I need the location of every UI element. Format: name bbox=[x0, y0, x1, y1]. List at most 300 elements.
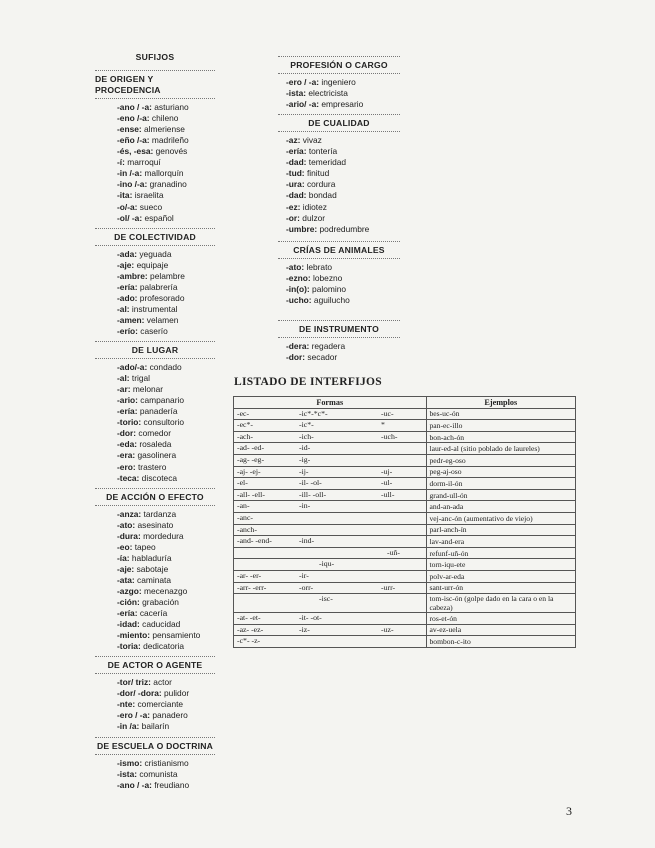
suffix-form: -ero: bbox=[117, 461, 136, 472]
suffix-example: gasolinera bbox=[137, 450, 177, 461]
interfix-form: -arr- -err- bbox=[237, 582, 267, 592]
suffix-form: -eda: bbox=[117, 439, 138, 450]
suffix-example: trigal bbox=[131, 373, 151, 384]
interfix-form: -anc- bbox=[237, 512, 254, 522]
example-cell: dorm-il-ón bbox=[426, 478, 576, 490]
example-cell: av-ez-uela bbox=[426, 624, 576, 636]
suffix-example: panadería bbox=[139, 406, 178, 417]
suffix-item bbox=[278, 168, 400, 179]
suffix-form: -ista: bbox=[117, 768, 138, 779]
suffix-example: habladuría bbox=[131, 552, 172, 563]
forms-cell bbox=[234, 559, 427, 571]
suffix-item bbox=[95, 406, 215, 417]
suffix-example: mordedura bbox=[143, 530, 184, 541]
suffix-form: -és, -esa: bbox=[117, 146, 154, 157]
suffix-example: electricista bbox=[308, 88, 348, 99]
suffix-item bbox=[278, 341, 400, 352]
forms-cell bbox=[234, 547, 427, 559]
suffix-item bbox=[278, 146, 400, 157]
suffix-form: -toria: bbox=[117, 641, 141, 652]
suffix-example: caserío bbox=[140, 325, 168, 336]
table-row bbox=[234, 524, 576, 536]
header-forms: Formas bbox=[234, 397, 427, 409]
suffix-item bbox=[278, 135, 400, 146]
suffix-example: cristianismo bbox=[144, 757, 189, 768]
interfix-form: -ind- bbox=[299, 536, 315, 546]
suffix-form: -ura: bbox=[286, 179, 305, 190]
suffix-item bbox=[278, 273, 400, 284]
suffix-form: -ado: bbox=[117, 292, 138, 303]
suffix-item bbox=[95, 553, 215, 564]
suffix-form: -ero / -a: bbox=[286, 77, 320, 88]
suffix-item bbox=[95, 362, 215, 373]
header-examples: Ejemplos bbox=[426, 397, 576, 409]
interfix-form: -ec- bbox=[237, 408, 250, 418]
suffix-example: comunista bbox=[139, 768, 178, 779]
suffix-example: freudiano bbox=[154, 779, 190, 790]
interfix-form: -uc- bbox=[381, 408, 394, 418]
suffix-example: grabación bbox=[142, 597, 179, 608]
suffix-form: -nte: bbox=[117, 699, 136, 710]
interfix-form: -uch- bbox=[381, 431, 398, 441]
suffix-form: -or: bbox=[286, 212, 300, 223]
suffix-example: panadero bbox=[152, 710, 188, 721]
section-title: DE ORIGEN Y PROCEDENCIA bbox=[95, 70, 215, 99]
interfix-form: -all- -ell- bbox=[237, 489, 265, 499]
suffix-form: -dad: bbox=[286, 157, 307, 168]
suffix-item bbox=[95, 630, 215, 641]
suffix-example: caducidad bbox=[142, 619, 181, 630]
forms-cell bbox=[234, 478, 427, 490]
suffix-item bbox=[278, 88, 400, 99]
suffix-item bbox=[95, 124, 215, 135]
interfix-form: -isc- bbox=[319, 594, 333, 604]
suffix-form: -ez: bbox=[286, 201, 301, 212]
suffix-example: madrileño bbox=[151, 135, 189, 146]
example-cell: polv-ar-eda bbox=[426, 570, 576, 582]
suffix-item bbox=[95, 417, 215, 428]
suffix-example: podredumbre bbox=[319, 223, 370, 234]
suffix-form: -umbre: bbox=[286, 223, 318, 234]
suffix-item bbox=[95, 102, 215, 113]
interfix-form: -ach- bbox=[237, 431, 254, 441]
table-row bbox=[234, 431, 576, 443]
suffix-item bbox=[95, 721, 215, 732]
suffix-item bbox=[278, 284, 400, 295]
table-row bbox=[234, 466, 576, 478]
suffix-form: -ario/ -a: bbox=[286, 99, 320, 110]
suffix-item bbox=[95, 586, 215, 597]
suffix-form: -ucho: bbox=[286, 294, 312, 305]
interfix-form: -az- -ez- bbox=[237, 624, 264, 634]
suffix-form: -era: bbox=[117, 450, 136, 461]
suffix-item bbox=[95, 575, 215, 586]
interfijos-table bbox=[233, 396, 576, 648]
suffix-item bbox=[95, 304, 215, 315]
suffix-form: -aje: bbox=[117, 563, 135, 574]
suffix-item bbox=[278, 157, 400, 168]
suffix-form: -ería: bbox=[286, 146, 307, 157]
page-number: 3 bbox=[566, 804, 572, 818]
forms-cell bbox=[234, 489, 427, 501]
suffix-example: sabotaje bbox=[136, 563, 169, 574]
sufijos-title: SUFIJOS bbox=[135, 52, 175, 62]
suffix-example: profesorado bbox=[139, 292, 185, 303]
table-row bbox=[234, 478, 576, 490]
interfix-form: -ull- bbox=[381, 489, 395, 499]
table-row bbox=[234, 582, 576, 594]
interfix-form: -uz- bbox=[381, 624, 394, 634]
suffix-form: -ezno: bbox=[286, 272, 311, 283]
suffix-example: español bbox=[144, 212, 174, 223]
suffix-item bbox=[95, 769, 215, 780]
suffix-form: -ista: bbox=[286, 88, 307, 99]
example-cell: and-an-ada bbox=[426, 501, 576, 513]
suffix-item bbox=[95, 190, 215, 201]
interfix-form: -ic*- bbox=[299, 420, 314, 430]
suffix-item bbox=[278, 179, 400, 190]
suffix-item bbox=[95, 271, 215, 282]
suffix-form: -ar: bbox=[117, 384, 131, 395]
table-row bbox=[234, 512, 576, 524]
suffix-item bbox=[95, 135, 215, 146]
suffix-form: -ada: bbox=[117, 248, 138, 259]
suffix-item bbox=[95, 462, 215, 473]
suffix-form: -ense: bbox=[117, 124, 142, 135]
section-title: DE ACCIÓN O EFECTO bbox=[95, 488, 215, 506]
suffix-form: -ería: bbox=[117, 608, 138, 619]
interfix-form: -ar- -er- bbox=[237, 570, 262, 580]
interfix-form: -ag- -eg- bbox=[237, 454, 265, 464]
suffix-item bbox=[95, 293, 215, 304]
suffix-example: aguilucho bbox=[313, 294, 350, 305]
interfix-form: -ic*-*c*- bbox=[299, 408, 328, 418]
suffix-example: granadino bbox=[149, 179, 187, 190]
example-cell: pedr-eg-oso bbox=[426, 454, 576, 466]
suffix-example: almeriense bbox=[144, 124, 185, 135]
interfix-form: -iz- bbox=[299, 624, 310, 634]
suffix-form: -erío: bbox=[117, 325, 138, 336]
suffix-form: -eño /-a: bbox=[117, 135, 150, 146]
suffix-item bbox=[95, 758, 215, 769]
suffix-item bbox=[278, 213, 400, 224]
suffix-example: campanario bbox=[140, 395, 185, 406]
left-column bbox=[95, 52, 215, 791]
suffix-example: rosaleda bbox=[139, 439, 172, 450]
suffix-item bbox=[95, 428, 215, 439]
suffix-form: -ismo: bbox=[117, 757, 143, 768]
suffix-item bbox=[278, 190, 400, 201]
suffix-example: pelambre bbox=[150, 270, 185, 281]
suffix-item bbox=[95, 780, 215, 791]
suffix-form: -anza: bbox=[117, 508, 142, 519]
interfix-form: -ad- -ed- bbox=[237, 443, 265, 453]
table-row bbox=[234, 501, 576, 513]
suffix-form: -dera: bbox=[286, 340, 310, 351]
suffix-form: -ción: bbox=[117, 597, 140, 608]
suffix-example: palomino bbox=[312, 283, 347, 294]
suffix-item bbox=[95, 450, 215, 461]
suffix-item bbox=[95, 688, 215, 699]
suffix-form: -in(o): bbox=[286, 283, 310, 294]
example-cell: lav-and-era bbox=[426, 536, 576, 548]
forms-cell bbox=[234, 536, 427, 548]
interfix-form: -ul- bbox=[381, 478, 393, 488]
suffix-form: -miento: bbox=[117, 630, 151, 641]
suffix-example: comerciante bbox=[137, 699, 184, 710]
suffix-example: regadera bbox=[311, 340, 346, 351]
suffix-example: asesinato bbox=[137, 519, 174, 530]
suffix-example: trastero bbox=[137, 461, 167, 472]
table-row bbox=[234, 408, 576, 420]
suffix-item bbox=[278, 352, 400, 363]
suffix-example: mecenazgo bbox=[143, 585, 188, 596]
suffix-form: -ía: bbox=[117, 552, 130, 563]
suffix-example: tardanza bbox=[143, 508, 177, 519]
suffix-item bbox=[95, 213, 215, 224]
suffix-item bbox=[95, 146, 215, 157]
suffix-item bbox=[95, 564, 215, 575]
interfix-form: -ig- bbox=[299, 454, 311, 464]
suffix-form: -eo: bbox=[117, 541, 133, 552]
forms-cell bbox=[234, 624, 427, 636]
suffix-item bbox=[95, 439, 215, 450]
forms-cell bbox=[234, 582, 427, 594]
suffix-form: -ería: bbox=[117, 406, 138, 417]
suffix-example: lebrato bbox=[306, 261, 333, 272]
suffix-form: -in /a: bbox=[117, 721, 140, 732]
suffix-form: -idad: bbox=[117, 619, 140, 630]
suffix-item bbox=[95, 384, 215, 395]
suffix-form: -azgo: bbox=[117, 585, 142, 596]
interfix-form: -urr- bbox=[381, 582, 396, 592]
interfix-form: * bbox=[381, 420, 385, 430]
suffix-item bbox=[95, 520, 215, 531]
suffix-form: -dor/ -dora: bbox=[117, 688, 162, 699]
suffix-form: -dor: bbox=[117, 428, 137, 439]
example-cell: torn-iqu-ete bbox=[426, 559, 576, 571]
suffix-item bbox=[95, 315, 215, 326]
interfix-form: -iqu- bbox=[319, 559, 335, 569]
table-row bbox=[234, 443, 576, 455]
interfix-form: -in- bbox=[299, 501, 311, 511]
suffix-example: secador bbox=[307, 351, 338, 362]
suffix-item bbox=[95, 249, 215, 260]
suffix-item bbox=[95, 202, 215, 213]
suffix-example: temeridad bbox=[308, 157, 347, 168]
interfix-form: -el- bbox=[237, 478, 248, 488]
forms-cell bbox=[234, 408, 427, 420]
interfix-form: -id- bbox=[299, 443, 311, 453]
interfix-form: -ill- -oll- bbox=[299, 489, 327, 499]
table-row bbox=[234, 570, 576, 582]
suffix-example: dedicatoria bbox=[143, 641, 185, 652]
suffix-form: -az: bbox=[286, 135, 301, 146]
interfix-form: -at- -et- bbox=[237, 613, 261, 623]
suffix-item bbox=[278, 77, 400, 88]
suffix-item bbox=[95, 282, 215, 293]
interfix-form: -it- -ot- bbox=[299, 613, 322, 623]
suffix-form: -al: bbox=[117, 303, 130, 314]
interfix-form: -c*- -z- bbox=[237, 636, 261, 646]
suffix-item bbox=[95, 168, 215, 179]
suffix-form: -ita: bbox=[117, 190, 133, 201]
table-row bbox=[234, 489, 576, 501]
forms-cell bbox=[234, 570, 427, 582]
forms-cell bbox=[234, 524, 427, 536]
forms-cell bbox=[234, 431, 427, 443]
suffix-item bbox=[95, 597, 215, 608]
example-cell: grand-ull-ón bbox=[426, 489, 576, 501]
suffix-form: -ambre: bbox=[117, 270, 148, 281]
suffix-form: -eno /-a: bbox=[117, 113, 150, 124]
suffix-item bbox=[278, 99, 400, 110]
suffix-form: -ano / -a: bbox=[117, 779, 152, 790]
section-title: DE LUGAR bbox=[95, 341, 215, 359]
example-cell: vej-anc-ón (aumentativo de viejo) bbox=[426, 512, 576, 524]
example-cell: pan-ec-illo bbox=[426, 420, 576, 432]
suffix-example: palabrería bbox=[139, 281, 178, 292]
suffix-example: asturiano bbox=[154, 102, 189, 113]
forms-cell bbox=[234, 636, 427, 648]
suffix-example: comedor bbox=[138, 428, 171, 439]
suffix-form: -dura: bbox=[117, 530, 141, 541]
suffix-example: instrumental bbox=[131, 303, 178, 314]
suffix-item bbox=[95, 699, 215, 710]
suffix-item bbox=[278, 262, 400, 273]
section-title: DE COLECTIVIDAD bbox=[95, 228, 215, 246]
suffix-form: -tud: bbox=[286, 168, 305, 179]
suffix-item bbox=[95, 113, 215, 124]
suffix-form: -ano / -a: bbox=[117, 102, 152, 113]
suffix-form: -ino /-a: bbox=[117, 179, 148, 190]
example-cell: bes-uc-ón bbox=[426, 408, 576, 420]
suffix-item bbox=[278, 224, 400, 235]
forms-cell bbox=[234, 466, 427, 478]
suffix-example: tontería bbox=[308, 146, 338, 157]
interfix-form: -ich- bbox=[299, 431, 314, 441]
table-row bbox=[234, 559, 576, 571]
section-title: DE ESCUELA O DOCTRINA bbox=[95, 737, 215, 755]
table-row bbox=[234, 613, 576, 625]
suffix-form: -dor: bbox=[286, 351, 306, 362]
interfix-form: -and- -end- bbox=[237, 536, 272, 546]
forms-cell bbox=[234, 613, 427, 625]
forms-cell bbox=[234, 454, 427, 466]
suffix-form: -ería: bbox=[117, 281, 138, 292]
suffix-item bbox=[95, 619, 215, 630]
interfix-form: -anch- bbox=[237, 524, 257, 534]
suffix-example: ingeniero bbox=[321, 77, 356, 88]
interfix-form: -an- bbox=[237, 501, 250, 511]
table-row bbox=[234, 624, 576, 636]
suffix-example: melonar bbox=[132, 384, 164, 395]
suffix-example: cordura bbox=[306, 179, 336, 190]
suffix-example: bailarín bbox=[141, 721, 170, 732]
suffix-item bbox=[95, 473, 215, 484]
suffix-example: tapeo bbox=[134, 541, 156, 552]
suffix-example: bondad bbox=[308, 190, 337, 201]
suffix-example: idiotez bbox=[302, 201, 327, 212]
example-cell: peg-aj-oso bbox=[426, 466, 576, 478]
interfix-form: -ir- bbox=[299, 570, 309, 580]
interfix-form: -aj- -ej- bbox=[237, 466, 261, 476]
example-cell: sant-urr-ón bbox=[426, 582, 576, 594]
suffix-example: finitud bbox=[306, 168, 330, 179]
suffix-example: yeguada bbox=[139, 248, 172, 259]
interfijos-title: LISTADO DE INTERFIJOS bbox=[234, 376, 382, 388]
suffix-example: empresario bbox=[321, 99, 364, 110]
interfix-form: -ij- bbox=[299, 466, 309, 476]
interfix-form: -orr- bbox=[299, 582, 314, 592]
table-row bbox=[234, 536, 576, 548]
forms-cell bbox=[234, 443, 427, 455]
suffix-form: -ol/ -a: bbox=[117, 212, 143, 223]
section-title: CRÍAS DE ANIMALES bbox=[278, 241, 400, 259]
table-row bbox=[234, 547, 576, 559]
suffix-example: consultorio bbox=[143, 417, 185, 428]
suffix-form: -torio: bbox=[117, 417, 142, 428]
interfix-form: -ec*- bbox=[237, 420, 254, 430]
suffix-example: vivaz bbox=[302, 135, 322, 146]
suffix-example: pensamiento bbox=[152, 630, 201, 641]
suffix-item bbox=[95, 641, 215, 652]
table-row bbox=[234, 420, 576, 432]
example-cell: laur-ed-al (sitio poblado de laureles) bbox=[426, 443, 576, 455]
suffix-example: marroquí bbox=[127, 157, 161, 168]
suffix-form: -teca: bbox=[117, 472, 140, 483]
suffix-item bbox=[95, 395, 215, 406]
section-title: DE CUALIDAD bbox=[278, 114, 400, 132]
interfix-form: -uñ- bbox=[387, 547, 400, 557]
suffix-example: cacería bbox=[139, 608, 168, 619]
table-row bbox=[234, 454, 576, 466]
suffix-form: -ado/-a: bbox=[117, 362, 148, 373]
suffix-example: caminata bbox=[137, 574, 171, 585]
section-title: PROFESIÓN O CARGO bbox=[278, 56, 400, 74]
suffix-form: -ario: bbox=[117, 395, 138, 406]
suffix-example: discoteca bbox=[141, 472, 178, 483]
suffix-example: dulzor bbox=[302, 212, 326, 223]
suffix-form: -tor/ triz: bbox=[117, 677, 151, 688]
suffix-item bbox=[278, 295, 400, 306]
table-row bbox=[234, 594, 576, 613]
forms-cell bbox=[234, 420, 427, 432]
example-cell: bon-ach-ón bbox=[426, 431, 576, 443]
section-title: DE INSTRUMENTO bbox=[278, 320, 400, 338]
suffix-form: -dad: bbox=[286, 190, 307, 201]
suffix-item bbox=[95, 531, 215, 542]
suffix-example: sueco bbox=[139, 201, 163, 212]
suffix-example: chileno bbox=[151, 113, 179, 124]
suffix-item bbox=[95, 326, 215, 337]
suffix-item bbox=[95, 677, 215, 688]
suffix-item bbox=[95, 260, 215, 271]
middle-column bbox=[278, 52, 400, 365]
suffix-item bbox=[95, 542, 215, 553]
example-cell: tom-isc-ón (golpe dado en la cara o en la cabeza) bbox=[426, 594, 576, 613]
suffix-item bbox=[95, 373, 215, 384]
example-cell: ros-et-ón bbox=[426, 613, 576, 625]
suffix-example: pulidor bbox=[164, 688, 190, 699]
suffix-form: -al: bbox=[117, 373, 130, 384]
suffix-form: -ata: bbox=[117, 574, 135, 585]
suffix-example: actor bbox=[153, 677, 172, 688]
suffix-item bbox=[95, 179, 215, 190]
suffix-example: israelita bbox=[134, 190, 164, 201]
suffix-form: -in /-a: bbox=[117, 168, 143, 179]
suffix-form: -aje: bbox=[117, 259, 135, 270]
